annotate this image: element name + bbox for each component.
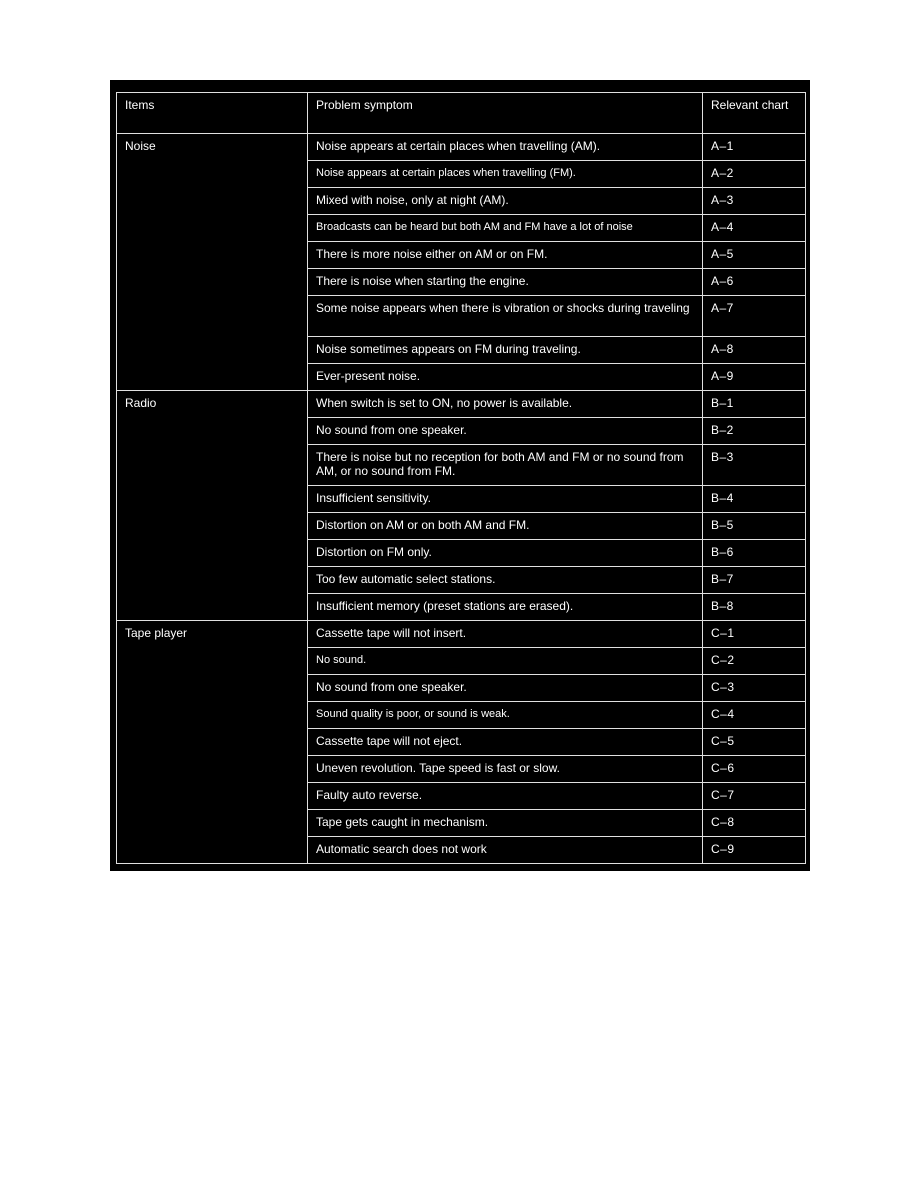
chart-code-cell: A–8 <box>703 337 806 364</box>
symptom-cell: Distortion on AM or on both AM and FM. <box>308 513 703 540</box>
symptom-cell: Faulty auto reverse. <box>308 783 703 810</box>
symptom-cell: Noise appears at certain places when travelling (FM). <box>308 161 703 188</box>
header-relevant-chart: Relevant chart <box>703 93 806 134</box>
chart-code-cell: A–7 <box>703 296 806 337</box>
chart-code-cell: A–4 <box>703 215 806 242</box>
chart-code-cell: C–5 <box>703 729 806 756</box>
symptom-cell: Broadcasts can be heard but both AM and FM have a lot of noise <box>308 215 703 242</box>
chart-code-cell: A–3 <box>703 188 806 215</box>
chart-code-cell: B–6 <box>703 540 806 567</box>
symptom-cell: Tape gets caught in mechanism. <box>308 810 703 837</box>
group-label-noise: Noise <box>117 134 308 391</box>
symptom-cell: Uneven revolution. Tape speed is fast or slow. <box>308 756 703 783</box>
chart-code-cell: B–4 <box>703 486 806 513</box>
chart-code-cell: B–2 <box>703 418 806 445</box>
symptom-cell: No sound from one speaker. <box>308 418 703 445</box>
chart-code-cell: B–7 <box>703 567 806 594</box>
chart-code-cell: A–1 <box>703 134 806 161</box>
chart-code-cell: C–2 <box>703 648 806 675</box>
table-row <box>117 134 806 161</box>
chart-code-cell: B–8 <box>703 594 806 621</box>
symptom-cell: When switch is set to ON, no power is available. <box>308 391 703 418</box>
chart-code-cell: C–4 <box>703 702 806 729</box>
symptom-cell: Cassette tape will not eject. <box>308 729 703 756</box>
symptom-cell: Ever-present noise. <box>308 364 703 391</box>
chart-code-cell: A–2 <box>703 161 806 188</box>
symptom-cell: Sound quality is poor, or sound is weak. <box>308 702 703 729</box>
symptom-cell: Mixed with noise, only at night (AM). <box>308 188 703 215</box>
chart-code-cell: C–9 <box>703 837 806 864</box>
chart-code-cell: C–7 <box>703 783 806 810</box>
symptom-cell: Cassette tape will not insert. <box>308 621 703 648</box>
symptom-cell: No sound from one speaker. <box>308 675 703 702</box>
symptom-cell: There is noise when starting the engine. <box>308 269 703 296</box>
symptom-cell: Too few automatic select stations. <box>308 567 703 594</box>
symptom-cell: Some noise appears when there is vibration or shocks during traveling <box>308 296 703 337</box>
chart-code-cell: A–9 <box>703 364 806 391</box>
symptom-cell: There is more noise either on AM or on FM. <box>308 242 703 269</box>
group-label-tape-player: Tape player <box>117 621 308 864</box>
symptom-cell: No sound. <box>308 648 703 675</box>
chart-code-cell: B–3 <box>703 445 806 486</box>
symptom-cell: Insufficient sensitivity. <box>308 486 703 513</box>
chart-code-cell: A–5 <box>703 242 806 269</box>
symptom-cell: Automatic search does not work <box>308 837 703 864</box>
chart-code-cell: B–5 <box>703 513 806 540</box>
table-row <box>117 621 806 648</box>
table-row <box>117 391 806 418</box>
troubleshooting-table <box>116 92 806 864</box>
symptom-cell: Distortion on FM only. <box>308 540 703 567</box>
symptom-cell: Insufficient memory (preset stations are erased). <box>308 594 703 621</box>
group-label-radio: Radio <box>117 391 308 621</box>
chart-code-cell: C–1 <box>703 621 806 648</box>
chart-code-cell: A–6 <box>703 269 806 296</box>
chart-code-cell: C–3 <box>703 675 806 702</box>
chart-code-cell: C–8 <box>703 810 806 837</box>
symptom-cell: Noise appears at certain places when travelling (AM). <box>308 134 703 161</box>
chart-code-cell: C–6 <box>703 756 806 783</box>
symptom-cell: Noise sometimes appears on FM during traveling. <box>308 337 703 364</box>
chart-code-cell: B–1 <box>703 391 806 418</box>
header-problem-symptom: Problem symptom <box>308 93 703 134</box>
troubleshooting-table-frame <box>110 80 810 871</box>
table-header-row <box>117 93 806 134</box>
header-items: Items <box>117 93 308 134</box>
symptom-cell: There is noise but no reception for both AM and FM or no sound from AM, or no sound from FM. <box>308 445 703 486</box>
